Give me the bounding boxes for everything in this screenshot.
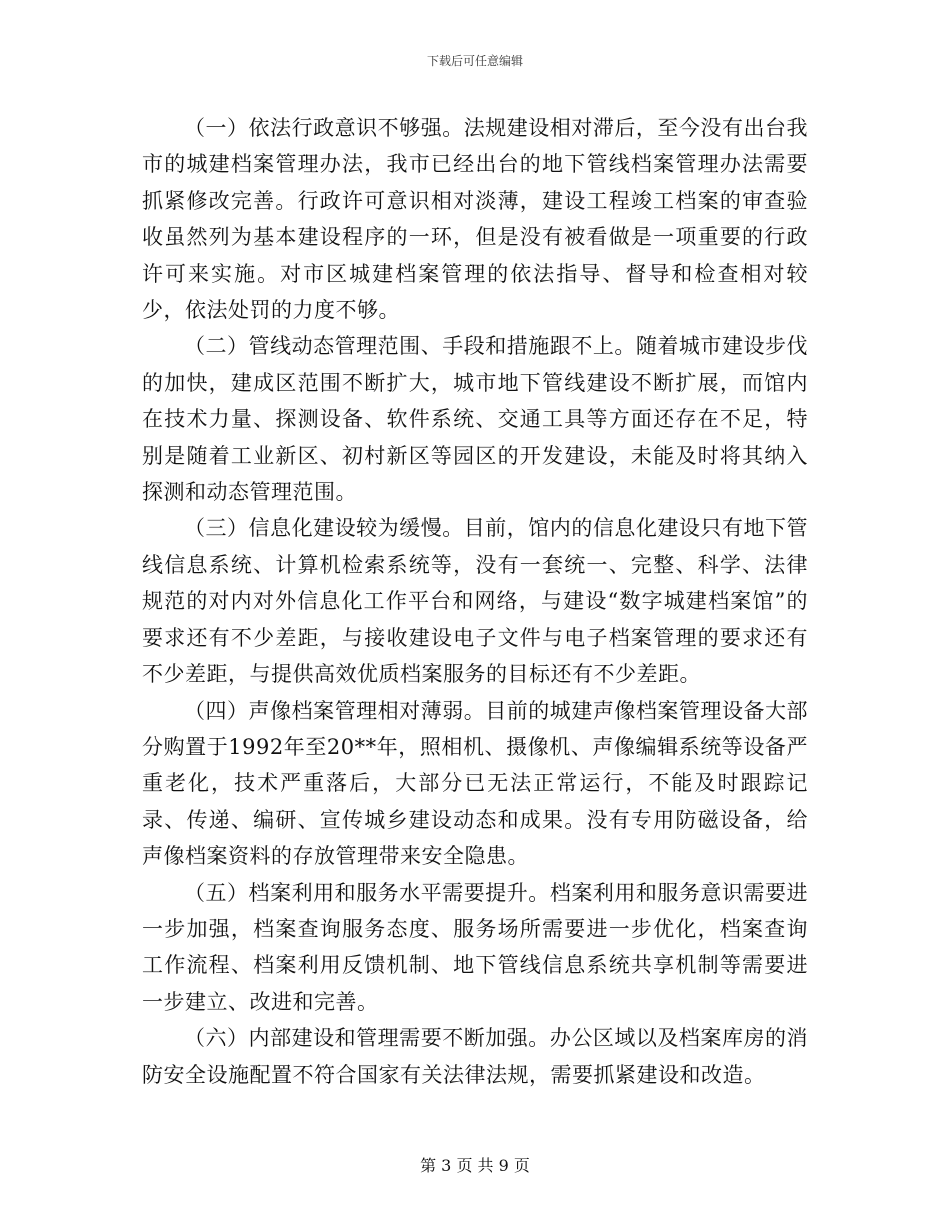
page-header: 下载后可任意编辑	[426, 54, 523, 68]
page-footer: 第 3 页 共 9 页	[420, 1156, 530, 1175]
paragraph-5	[142, 875, 808, 1021]
paragraph-2-heading: （二）管线动态管理范围、手段和措施跟不上。	[184, 334, 636, 359]
paragraph-2-body: 随着城市建设步伐的加快，建成区范围不断扩大，城市地下管线建设不断扩展，而馆内在技术力量、探测设备、软件系统、交通工具等方面还存在不足，特别是随着工业新区、初村新区等园区的开发建设，未能及时将其纳入探测和动态管理范围。	[142, 334, 808, 505]
paragraph-4-body: 目前的城建声像档案管理设备大部分购置于1992年至20**年，照相机、摄像机、声像编辑系统等设备严重老化，技术严重落后，大部分已无法正常运行，不能及时跟踪记录、传递、编研、宣传城乡建设动态和成果。没有专用防磁设备，给声像档案资料的存放管理带来安全隐患。	[142, 698, 808, 869]
document-body	[142, 110, 808, 1093]
paragraph-1-heading: （一）依法行政意识不够强。	[184, 116, 464, 140]
paragraph-4	[142, 693, 808, 875]
paragraph-3-body: 目前，馆内的信息化建设只有地下管线信息系统、计算机检索系统等，没有一套统一、完整、科学、法律规范的对内对外信息化工作平台和网络，与建设“数字城建档案馆”的要求还有不少差距，与接收建设电子文件与电子档案管理的要求还有不少差距，与提供高效优质档案服务的目标还有不少差距。	[142, 516, 809, 687]
paragraph-3	[142, 510, 808, 692]
paragraph-6-body: 办公区域以及档案库房的消防安全设施配置不符合国家有关法律法规，需要抓紧建设和改造。	[142, 1026, 809, 1087]
paragraph-6	[142, 1020, 808, 1093]
paragraph-6-heading: （六）内部建设和管理需要不断加强。	[184, 1026, 550, 1051]
paragraph-2	[142, 328, 808, 510]
paragraph-5-heading: （五）档案利用和服务水平需要提升。	[184, 880, 550, 905]
paragraph-3-heading: （三）信息化建设较为缓慢。	[184, 516, 464, 541]
paragraph-5-body: 档案利用和服务意识需要进一步加强，档案查询服务态度、服务场所需要进一步优化，档案查询工作流程、档案利用反馈机制、地下管线信息系统共享机制等需要进一步建立、改进和完善。	[142, 880, 809, 1014]
paragraph-1	[142, 110, 808, 328]
paragraph-1-body: 法规建设相对滞后，至今没有出台我市的城建档案管理办法，我市已经出台的地下管线档案管理办法需要抓紧修改完善。行政许可意识相对淡薄，建设工程竣工档案的审查验收虽然列为基本建设程序的一环，但是没有被看做是一项重要的行政许可来实施。对市区城建档案管理的依法指导、督导和检查相对较少，依法处罚的力度不够。	[142, 116, 809, 323]
paragraph-4-heading: （四）声像档案管理相对薄弱。	[184, 698, 486, 723]
